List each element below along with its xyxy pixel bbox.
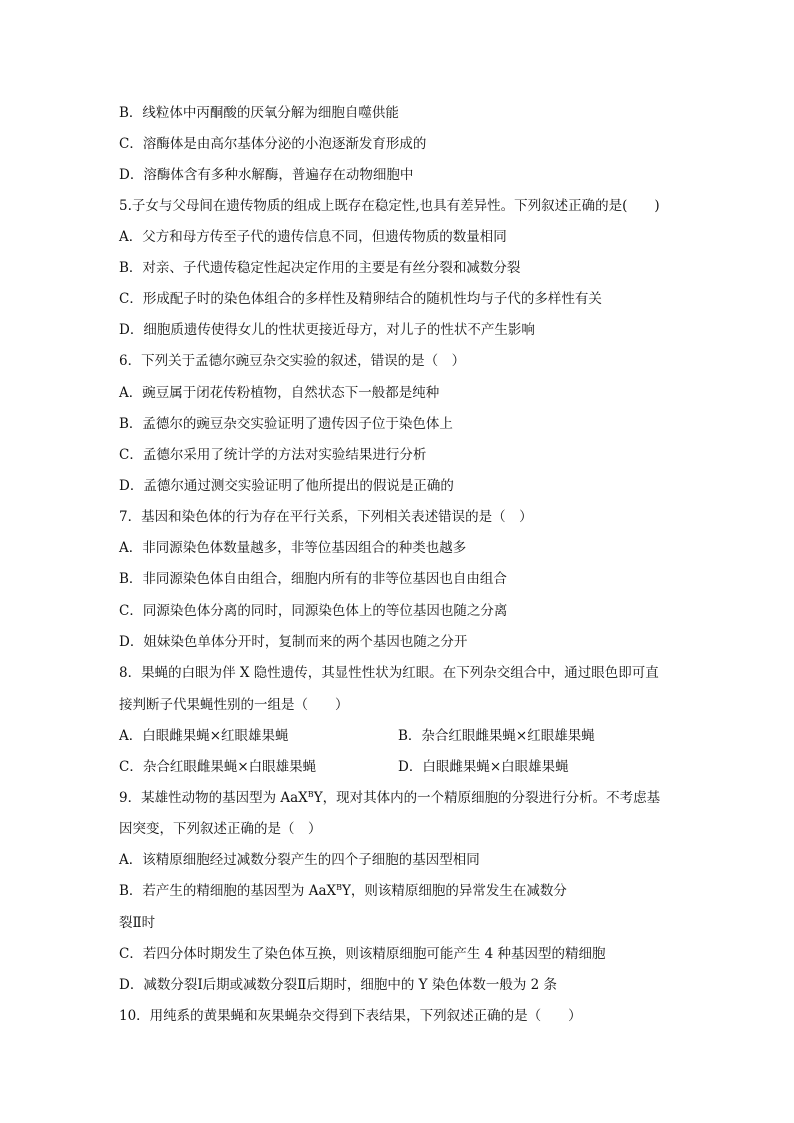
q7-stem: 7．基因和染色体的行为存在平行关系，下列相关表述错误的是（ ） [119, 509, 533, 525]
q8-option-c: C．杂合红眼雌果蝇×白眼雄果蝇 [119, 759, 317, 775]
q7-option-b: B．非同源染色体自由组合，细胞内所有的非等位基因也自由组合 [119, 571, 507, 587]
q7-option-a: A．非同源染色体数量越多，非等位基因组合的种类也越多 [119, 540, 467, 556]
q6-option-c: C．孟德尔采用了统计学的方法对实验结果进行分析 [119, 447, 427, 463]
q5-option-c: C．形成配子时的染色体组合的多样性及精卵结合的随机性均与子代的多样性有关 [119, 291, 602, 307]
q9-stem-line2: 因突变，下列叙述正确的是（ ） [119, 821, 322, 837]
q9-option-a: A．该精原细胞经过减数分裂产生的四个子细胞的基因型相同 [119, 852, 480, 868]
q8-stem-line2: 接判断子代果蝇性别的一组是（ ） [119, 697, 349, 713]
q5-option-b: B．对亲、子代遗传稳定性起决定作用的主要是有丝分裂和减数分裂 [119, 260, 521, 276]
q6-stem: 6．下列关于孟德尔豌豆杂交实验的叙述，错误的是（ ） [119, 353, 466, 369]
q10-stem: 10．用纯系的黄果蝇和灰果蝇杂交得到下表结果，下列叙述正确的是（ ） [119, 1008, 582, 1024]
q9-option-b-text: B．若产生的精细胞的基因型为 AaX [119, 883, 337, 899]
q9-option-d: D．减数分裂Ⅰ后期或减数分裂Ⅱ后期时，细胞中的 Y 染色体数一般为 2 条 [119, 977, 557, 993]
q9-stem-text: 9．某雄性动物的基因型为 AaX [119, 790, 308, 806]
q8-option-d: D．白眼雌果蝇×白眼雄果蝇 [398, 759, 569, 775]
q5-stem: 5.子女与父母间在遗传物质的组成上既存在稳定性,也具有差异性。下列叙述正确的是( ) [119, 198, 660, 214]
q9-stem-text-rest: Y，现对其体内的一个精原细胞的分裂进行分析。不考虑基 [313, 790, 661, 806]
q8-option-a: A．白眼雌果蝇×红眼雄果蝇 [119, 728, 289, 744]
q9-superscript: B [307, 790, 314, 799]
q4-option-d: D．溶酶体含有多种水解酶，普遍存在动物细胞中 [119, 167, 414, 183]
q9-stem-line1 [119, 789, 660, 807]
q5-option-a: A．父方和母方传至子代的遗传信息不同，但遗传物质的数量相同 [119, 229, 507, 245]
q4-option-c: C．溶酶体是由高尔基体分泌的小泡逐渐发育形成的 [119, 136, 427, 152]
q7-option-c: C．同源染色体分离的同时，同源染色体上的等位基因也随之分离 [119, 603, 508, 619]
q7-option-d: D．姐妹染色单体分开时，复制而来的两个基因也随之分开 [119, 634, 468, 650]
q9-option-b-superscript: B [336, 883, 343, 892]
q4-option-b: B．线粒体中丙酮酸的厌氧分解为细胞自噬供能 [119, 105, 399, 121]
q6-option-a: A．豌豆属于闭花传粉植物，自然状态下一般都是纯种 [119, 385, 440, 401]
q8-stem-line1: 8．果蝇的白眼为伴 X 隐性遗传，其显性性状为红眼。在下列杂交组合中，通过眼色即可直 [119, 665, 659, 681]
q9-option-b-line1 [119, 882, 567, 900]
q9-option-b-text-rest: Y，则该精原细胞的异常发生在减数分 [342, 883, 567, 899]
q9-option-c: C．若四分体时期发生了染色体互换，则该精原细胞可能产生 4 种基因型的精细胞 [119, 946, 606, 962]
q9-option-b-line2: 裂Ⅱ时 [119, 915, 156, 931]
q6-option-b: B．孟德尔的豌豆杂交实验证明了遗传因子位于染色体上 [119, 416, 453, 432]
q8-option-b: B．杂合红眼雌果蝇×红眼雄果蝇 [398, 728, 595, 744]
q5-option-d: D．细胞质遗传使得女儿的性状更接近母方，对儿子的性状不产生影响 [119, 322, 535, 338]
q6-option-d: D．孟德尔通过测交实验证明了他所提出的假说是正确的 [119, 478, 454, 494]
